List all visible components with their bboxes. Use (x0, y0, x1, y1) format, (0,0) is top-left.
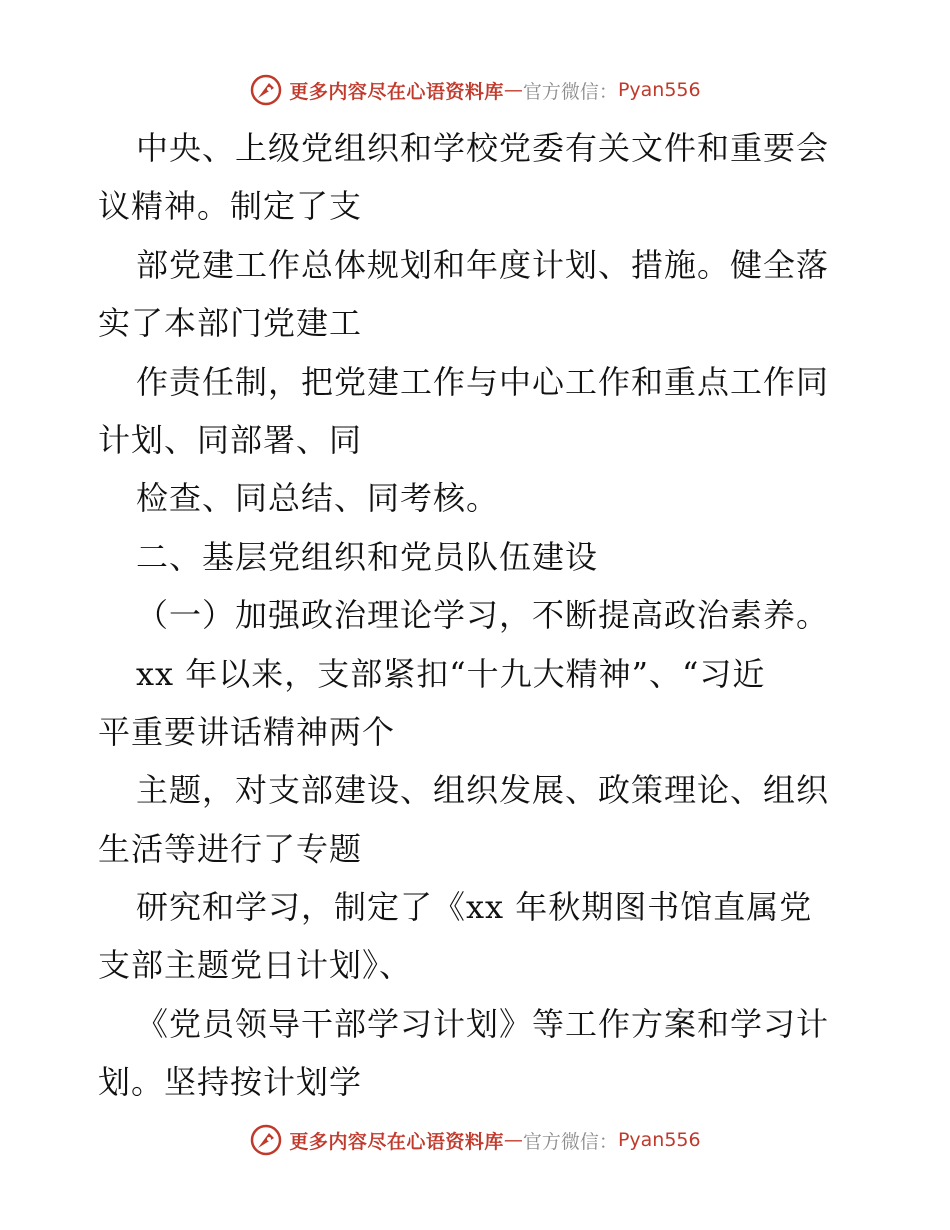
banner-wechat-id: Pyan556 (617, 79, 701, 101)
text-line: 生活等进行了专题 (98, 829, 363, 868)
banner-wechat-id: Pyan556 (617, 1129, 701, 1151)
text-line: 作责任制，把党建工作与中心工作和重点工作同 (136, 362, 830, 401)
pen-nib-icon (249, 73, 283, 107)
pen-nib-icon (249, 1123, 283, 1157)
subsection-heading: （一）加强政治理论学习，不断提高政治素养。 (136, 596, 830, 635)
section-heading: 二、基层党组织和党员队伍建设 (136, 537, 599, 576)
text-line: 检查、同总结、同考核。 (136, 479, 500, 518)
text-line: 平重要讲话精神两个 (98, 712, 396, 751)
text-line: 中央、上级党组织和学校党委有关文件和重要会 (136, 129, 830, 167)
text-line: 实了本部门党建工 (98, 304, 363, 343)
header-banner (0, 70, 950, 110)
text-line: 《党员领导干部学习计划》等工作方案和学习计 (136, 1004, 830, 1043)
banner-brand: 更多内容尽在心语资料库 (289, 1130, 504, 1153)
banner-separator: — (503, 79, 523, 101)
text-line: 议精神。制定了支 (98, 187, 363, 226)
text-line: 研究和学习，制定了《xx 年秋期图书馆直属党 (136, 888, 813, 927)
text-line: xx 年以来，支部紧扣“十九大精神”、“习近 (136, 654, 766, 693)
banner-brand: 更多内容尽在心语资料库 (289, 80, 504, 103)
text-line: 部党建工作总体规划和年度计划、措施。健全落 (136, 245, 830, 284)
banner-wechat-label: 官方微信： (522, 80, 618, 103)
banner-separator: — (503, 1129, 523, 1151)
text-line: 支部主题党日计划》、 (98, 946, 413, 985)
document-body (98, 119, 858, 1112)
banner-wechat-label: 官方微信： (522, 1130, 618, 1153)
text-line: 划。坚持按计划学 (98, 1063, 363, 1102)
text-line: 计划、同部署、同 (98, 420, 363, 459)
text-line: 主题，对支部建设、组织发展、政策理论、组织 (136, 771, 830, 810)
footer-banner (0, 1120, 950, 1160)
